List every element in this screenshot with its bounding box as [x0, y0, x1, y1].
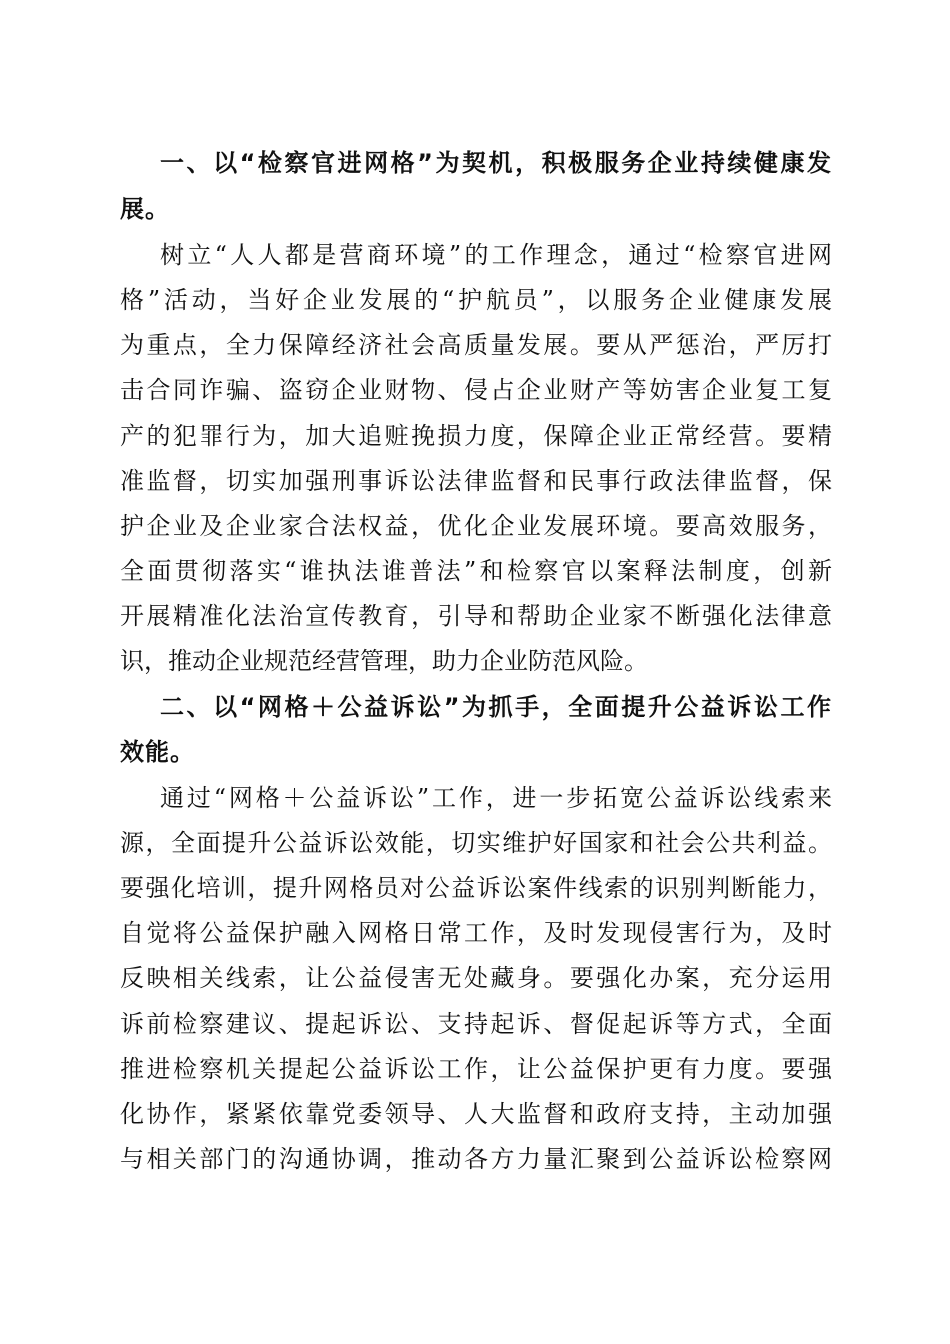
section1-body-line: 格”活动，当好企业发展的“护航员”，以服务企业健康发展	[120, 286, 832, 314]
section2-body-line: 自觉将公益保护融入网格日常工作，及时发现侵害行为，及时	[120, 919, 832, 947]
section2-body-line: 要强化培训，提升网格员对公益诉讼案件线索的识别判断能力，	[120, 874, 832, 902]
section1-body-line: 准监督，切实加强刑事诉讼法律监督和民事行政法律监督，保	[120, 467, 832, 495]
section1-body-line: 树立“人人都是营商环境”的工作理念，通过“检察官进网	[160, 241, 832, 269]
section1-body-line: 产的犯罪行为，加大追赃挽损力度，保障企业正常经营。要精	[120, 422, 832, 450]
section1-heading-line-1: 一、以“检察官进网格”为契机，积极服务企业持续健康发	[160, 149, 832, 177]
section2-body-line: 诉前检察建议、提起诉讼、支持起诉、督促起诉等方式，全面	[120, 1010, 832, 1038]
section2-body-line: 与相关部门的沟通协调，推动各方力量汇聚到公益诉讼检察网	[120, 1145, 832, 1173]
section2-heading-line-2: 效能。	[120, 738, 195, 766]
section2-body-line: 源，全面提升公益诉讼效能，切实维护好国家和社会公共利益。	[120, 829, 832, 857]
section1-body-line: 击合同诈骗、盗窃企业财物、侵占企业财产等妨害企业复工复	[120, 376, 832, 404]
section1-body-line: 为重点，全力保障经济社会高质量发展。要从严惩治，严厉打	[120, 331, 832, 359]
section2-body-line: 反映相关线索，让公益侵害无处藏身。要强化办案，充分运用	[120, 964, 832, 992]
section2-body-line: 化协作，紧紧依靠党委领导、人大监督和政府支持，主动加强	[120, 1100, 832, 1128]
section2-body-line: 通过“网格＋公益诉讼”工作，进一步拓宽公益诉讼线索来	[160, 784, 832, 812]
section1-body-line: 全面贯彻落实“谁执法谁普法”和检察官以案释法制度，创新	[120, 557, 832, 585]
section1-body-line: 开展精准化法治宣传教育，引导和帮助企业家不断强化法律意	[120, 602, 832, 630]
section1-body-line: 识，推动企业规范经营管理，助力企业防范风险。	[120, 647, 648, 675]
section1-heading-line-2: 展。	[120, 195, 170, 223]
section2-body-line: 推进检察机关提起公益诉讼工作，让公益保护更有力度。要强	[120, 1055, 832, 1083]
section2-heading-line-1: 二、以“网格＋公益诉讼”为抓手，全面提升公益诉讼工作	[160, 693, 832, 721]
section1-body-line: 护企业及企业家合法权益，优化企业发展环境。要高效服务，	[120, 512, 832, 540]
